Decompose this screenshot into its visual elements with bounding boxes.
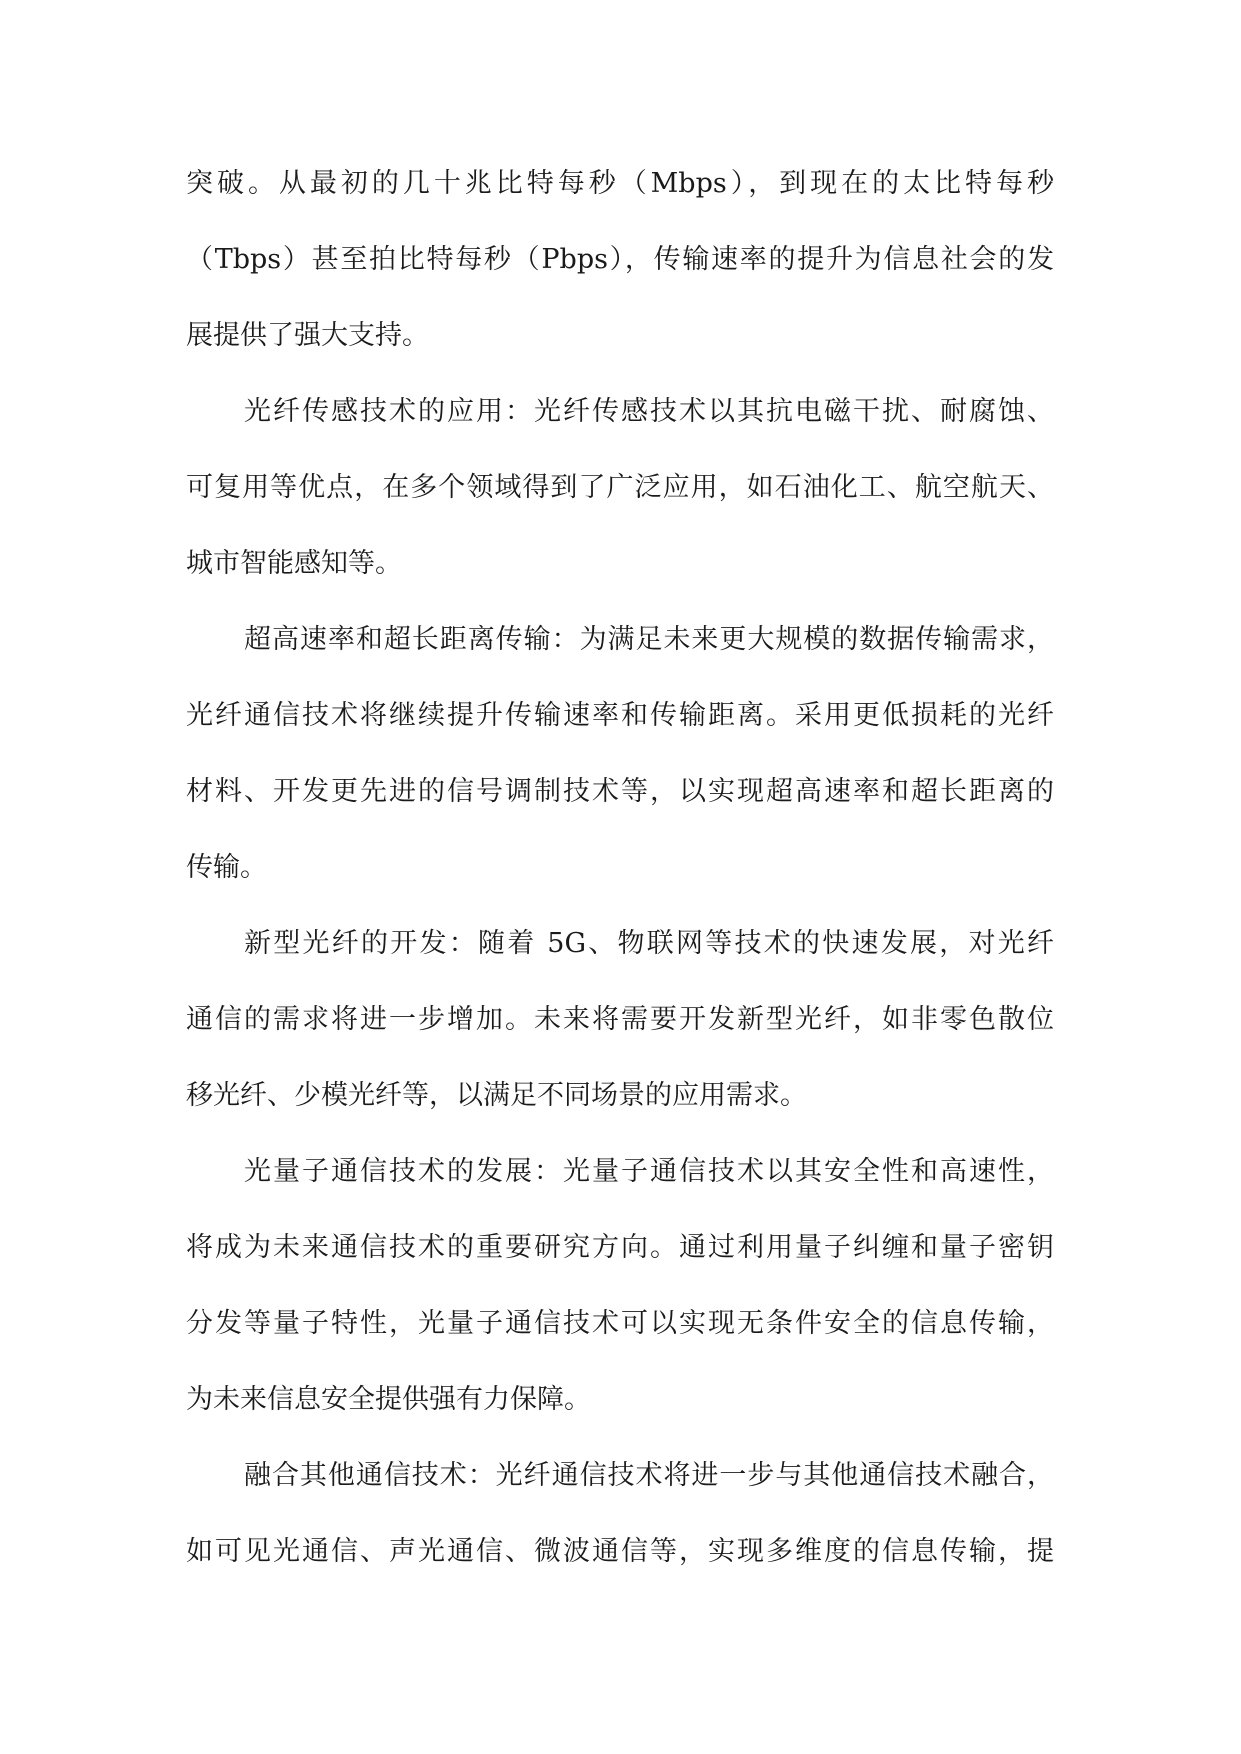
paragraph-line: 超高速率和超长距离传输：为满足未来更大规模的数据传输需求， xyxy=(244,624,1054,655)
paragraph-line: 移光纤、少模光纤等，以满足不同场景的应用需求。 xyxy=(186,1080,807,1111)
paragraph-line: 光量子通信技术的发展：光量子通信技术以其安全性和高速性， xyxy=(244,1156,1054,1187)
paragraph-line: 可复用等优点，在多个领域得到了广泛应用，如石油化工、航空航天、 xyxy=(186,472,1054,503)
paragraph-line: 将成为未来通信技术的重要研究方向。通过利用量子纠缠和量子密钥 xyxy=(186,1232,1054,1263)
paragraph-line: （Tbps）甚至拍比特每秒（Pbps），传输速率的提升为信息社会的发 xyxy=(186,244,1054,275)
paragraph-line: 分发等量子特性，光量子通信技术可以实现无条件安全的信息传输， xyxy=(186,1308,1054,1339)
paragraph-line: 新型光纤的开发：随着 5G、物联网等技术的快速发展，对光纤 xyxy=(244,928,1054,959)
paragraph-line: 传输。 xyxy=(186,852,267,883)
paragraph-line: 光纤传感技术的应用：光纤传感技术以其抗电磁干扰、耐腐蚀、 xyxy=(244,396,1054,427)
paragraph-line: 材料、开发更先进的信号调制技术等，以实现超高速率和超长距离的 xyxy=(186,776,1054,807)
paragraph-line: 展提供了强大支持。 xyxy=(186,320,429,351)
paragraph-line: 为未来信息安全提供强有力保障。 xyxy=(186,1384,591,1415)
paragraph-line: 光纤通信技术将继续提升传输速率和传输距离。采用更低损耗的光纤 xyxy=(186,700,1054,731)
body-text xyxy=(186,146,1054,1590)
paragraph-line: 如可见光通信、声光通信、微波通信等，实现多维度的信息传输，提 xyxy=(186,1536,1054,1567)
paragraph-line: 通信的需求将进一步增加。未来将需要开发新型光纤，如非零色散位 xyxy=(186,1004,1054,1035)
paragraph-line: 融合其他通信技术：光纤通信技术将进一步与其他通信技术融合， xyxy=(244,1460,1054,1491)
paragraph-line: 城市智能感知等。 xyxy=(186,548,402,579)
paragraph-line: 突破。从最初的几十兆比特每秒（Mbps），到现在的太比特每秒 xyxy=(186,168,1054,199)
